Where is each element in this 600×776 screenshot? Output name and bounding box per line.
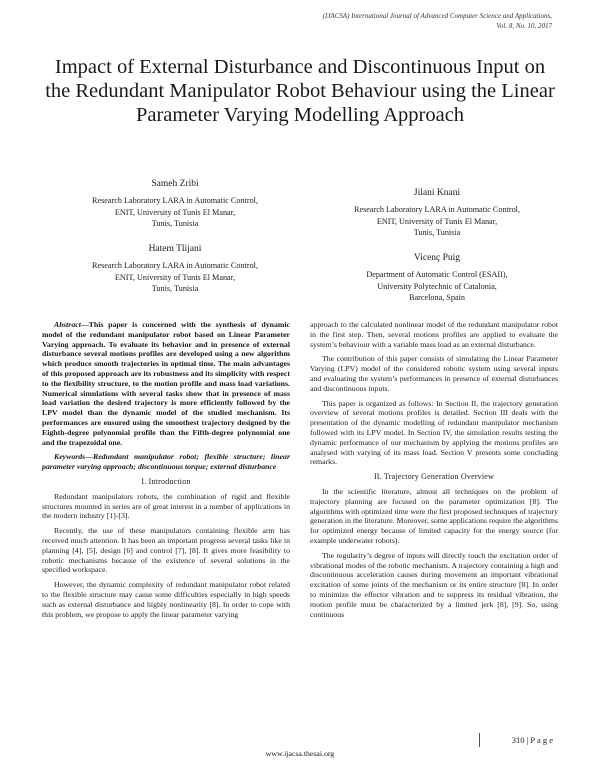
author-block-4 <box>322 252 552 304</box>
journal-name: (IJACSA) International Journal of Advanced Computer Science and Applications, <box>322 12 552 20</box>
abstract-text: This paper is concerned with the synthesis of dynamic model of the redundant manipulator robot based on Linear Parameter Varying approach. To evaluate its behavior and in presence of external disturbance several motions profiles are developed using a new algorithm which produce smooth trajectories in optimal time. The main advantages of this proposed approach are its robustness and its simplicity with respect to the flexibility structure, to the motion profile and mass load variations. Numerical simulations with several tasks show that in presence of mass load variation the desired trajectory is more efficiently followed by the LPV model than the dynamic model of the studied mechanism. Its performances are ensured using the smoothest trajectory designed by the Eighth-degree polynomial profile than the Fifth-degree polynomial one and the trapezoidal one. <box>42 320 290 447</box>
author-affiliation: Tunis, Tunisia <box>151 219 199 228</box>
paragraph: The regularity’s degree of inputs will directly touch the excitation order of vibrational modes of the robotic mechanism. A trajectory containing a high and discontinuous acceleration causes during movement an important vibrational excitation of some joints of the mechanism or its entire structure [8]. In order to minimize the effector vibration and to suppress its residual vibration, the motion profile must be characterized by a limited jerk [8], [9]. So, using continuous <box>310 550 558 619</box>
author-affiliation: Research Laboratory LARA in Automatic Control, <box>92 196 258 205</box>
footer-url[interactable]: www.ijacsa.thesai.org <box>265 749 335 758</box>
author-name: Hatem Tlijani <box>148 244 202 254</box>
paragraph: However, the dynamic complexity of redundant manipulator robot related to the flexible structure may cause some difficulties especially in high speeds such as external disturbance and highly nonlinearity [8]. In order to cope with this problem, we propose to apply the linear parameter varying <box>42 580 290 619</box>
author-block-2 <box>60 243 290 295</box>
author-affiliation: ENIT, University of Tunis El Manar, <box>114 207 236 217</box>
author-affiliation: Tunis, Tunisia <box>151 284 199 293</box>
page-number: 310 | P a g e <box>511 735 553 745</box>
abstract-label: Abstract— <box>54 320 89 329</box>
keywords-text: Redundant manipulator robot; flexible structure; linear parameter varying approach; discontinuous torque; external disturbance <box>42 452 290 472</box>
keywords <box>42 452 290 472</box>
page-number-divider <box>479 733 480 747</box>
author-block-1 <box>60 178 290 230</box>
author-block-3 <box>322 187 552 239</box>
author-affiliation: Research Laboratory LARA in Automatic Control, <box>354 205 520 214</box>
paragraph: In the scientific literature, almost all techniques on the problem of trajectory planning are focused on the parameter optimization [8]. The algorithms with optimized time were the first proposed techniques of trajectory generation in the literature. Moreover, some applications require the algorithms for optimized energy because of limited capacity for the energy source (for example underwater robots). <box>310 486 558 545</box>
journal-volume: Vol. 8, No. 10, 2017 <box>496 21 552 30</box>
author-affiliation: ENIT, University of Tunis El Manar, <box>376 216 498 226</box>
author-affiliation: ENIT, University of Tunis El Manar, <box>114 272 236 282</box>
right-column <box>310 320 558 624</box>
author-affiliation: Research Laboratory LARA in Automatic Control, <box>92 261 258 270</box>
paragraph: This paper is organized as follows: In Section II, the trajectory generation overview of several motions profiles is detailed. Section III deals with the presentation of the dynamic modelling of redundant manipulator mechanism followed with its LPV model. In Section IV, the simulation results testing the dynamic performance of our mechanism by applying the motions profiles are analysed with varying of its mass load. Section V presents some concluding remarks. <box>310 398 558 467</box>
paragraph: Recently, the use of these manipulators containing flexible arm has received much attention. It has been an important progress several tasks like in planning [4], [5], design [6] and control [7], [8]. It gives more feasibility to robotic mechanisms because of the existence of several solutions in the specified workspace. <box>42 526 290 575</box>
author-affiliation: Department of Automatic Control (ESAII), <box>366 270 508 279</box>
paper-title: Impact of External Disturbance and Discontinuous Input on the Redundant Manipulator Robot Behaviour using the Linear Parameter Varying Modelling Approach <box>45 56 555 126</box>
author-affiliation: Barcelona, Spain <box>409 293 465 302</box>
author-affiliation: University Polytechnic of Catalonia, <box>377 281 497 291</box>
paragraph: The contribution of this paper consists of simulating the Linear Parameter Varying (LPV) model of the considered robotic system using several inputs and evaluating the system’s performances in presence of external disturbances and discontinuous inputs. <box>310 354 558 393</box>
journal-header <box>232 12 552 31</box>
section-heading-trajectory: II. Trajectory Generation Overview <box>373 472 495 482</box>
author-name: Vicenç Puig <box>413 253 461 263</box>
author-name: Sameh Zribi <box>151 179 199 189</box>
keywords-label: Keywords— <box>54 452 93 462</box>
abstract <box>42 320 290 447</box>
paragraph: Redundant manipulators robots, the combination of rigid and flexible structures mounted in series are of great interest in a number of applications in the modern industry [1]-[3]. <box>42 491 290 521</box>
section-heading-introduction: I. Introduction <box>141 476 191 486</box>
author-affiliation: Tunis, Tunisia <box>413 228 461 237</box>
left-column <box>42 320 290 624</box>
paragraph: approach to the calculated nonlinear model of the redundant manipulator robot in the first step. Then, several motions profiles are applied to evaluate the system’s behaviour with a variable mass load as an external disturbance. <box>310 320 558 349</box>
author-name: Jilani Knani <box>413 188 461 198</box>
